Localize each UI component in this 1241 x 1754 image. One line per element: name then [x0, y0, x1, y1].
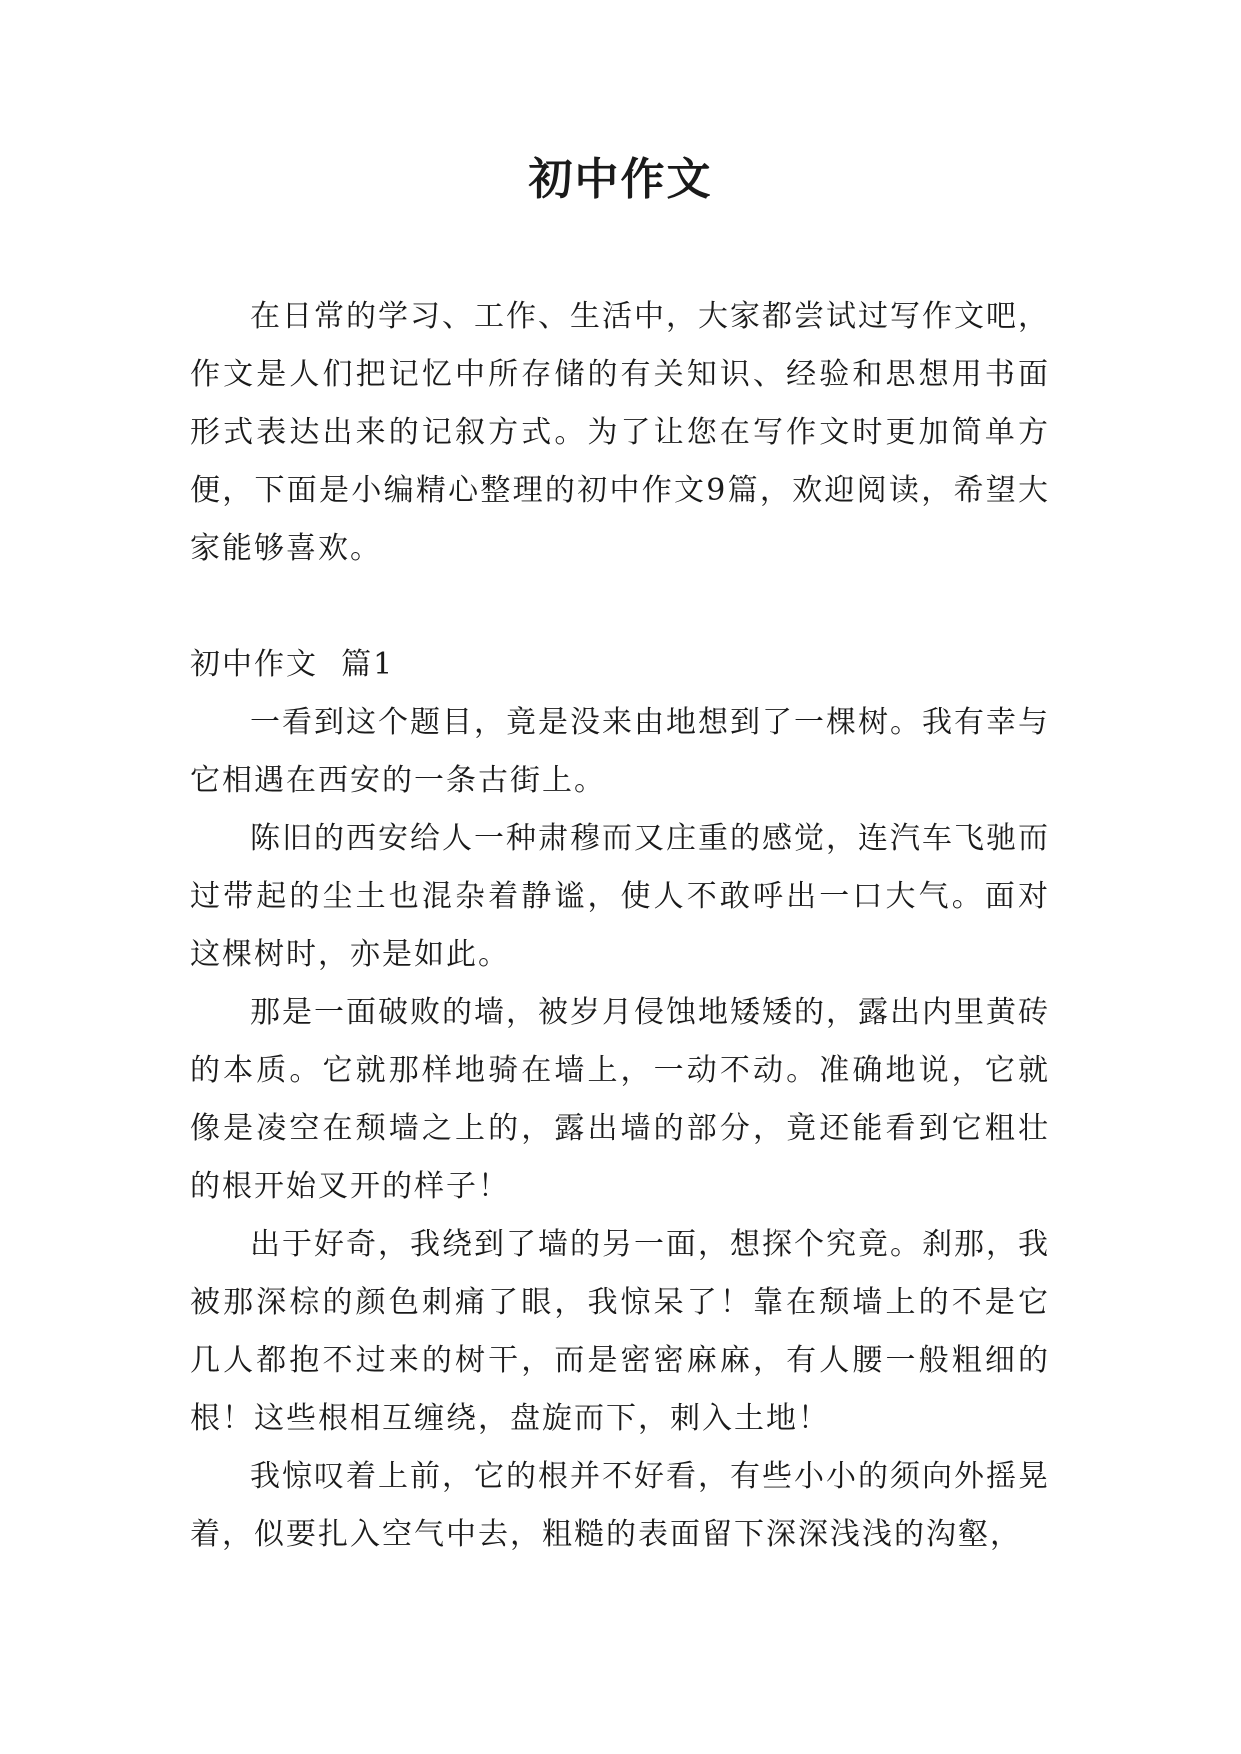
paragraph-2: 陈旧的西安给人一种肃穆而又庄重的感觉，连汽车飞驰而过带起的尘土也混杂着静谧，使人不敢呼出一口大气。面对这棵树时，亦是如此。 — [190, 821, 1050, 972]
document-body — [190, 288, 1050, 1564]
paragraph-5: 我惊叹着上前，它的根并不好看，有些小小的须向外摇晃着，似要扎入空气中去，粗糙的表面留下深深浅浅的沟壑， — [190, 1459, 1050, 1552]
intro-paragraph: 在日常的学习、工作、生活中，大家都尝试过写作文吧，作文是人们把记忆中所存储的有关知识、经验和思想用书面形式表达出来的记叙方式。为了让您在写作文时更加简单方便，下面是小编精心整理的初中作文9篇，欢迎阅读，希望大家能够喜欢。 — [190, 299, 1050, 566]
paragraph-4: 出于好奇，我绕到了墙的另一面，想探个究竟。刹那，我被那深棕的颜色刺痛了眼，我惊呆了！靠在颓墙上的不是它几人都抱不过来的树干，而是密密麻麻，有人腰一般粗细的根！这些根相互缠绕，盘旋而下，刺入土地！ — [190, 1227, 1050, 1436]
paragraph-3: 那是一面破败的墙，被岁月侵蚀地矮矮的，露出内里黄砖的本质。它就那样地骑在墙上，一动不动。准确地说，它就像是凌空在颓墙之上的，露出墙的部分，竟还能看到它粗壮的根开始叉开的样子！ — [190, 995, 1050, 1204]
document-title: 初中作文 — [528, 154, 713, 205]
section-heading: 初中作文 篇1 — [190, 647, 395, 682]
paragraph-1: 一看到这个题目，竟是没来由地想到了一棵树。我有幸与它相遇在西安的一条古街上。 — [190, 705, 1050, 798]
